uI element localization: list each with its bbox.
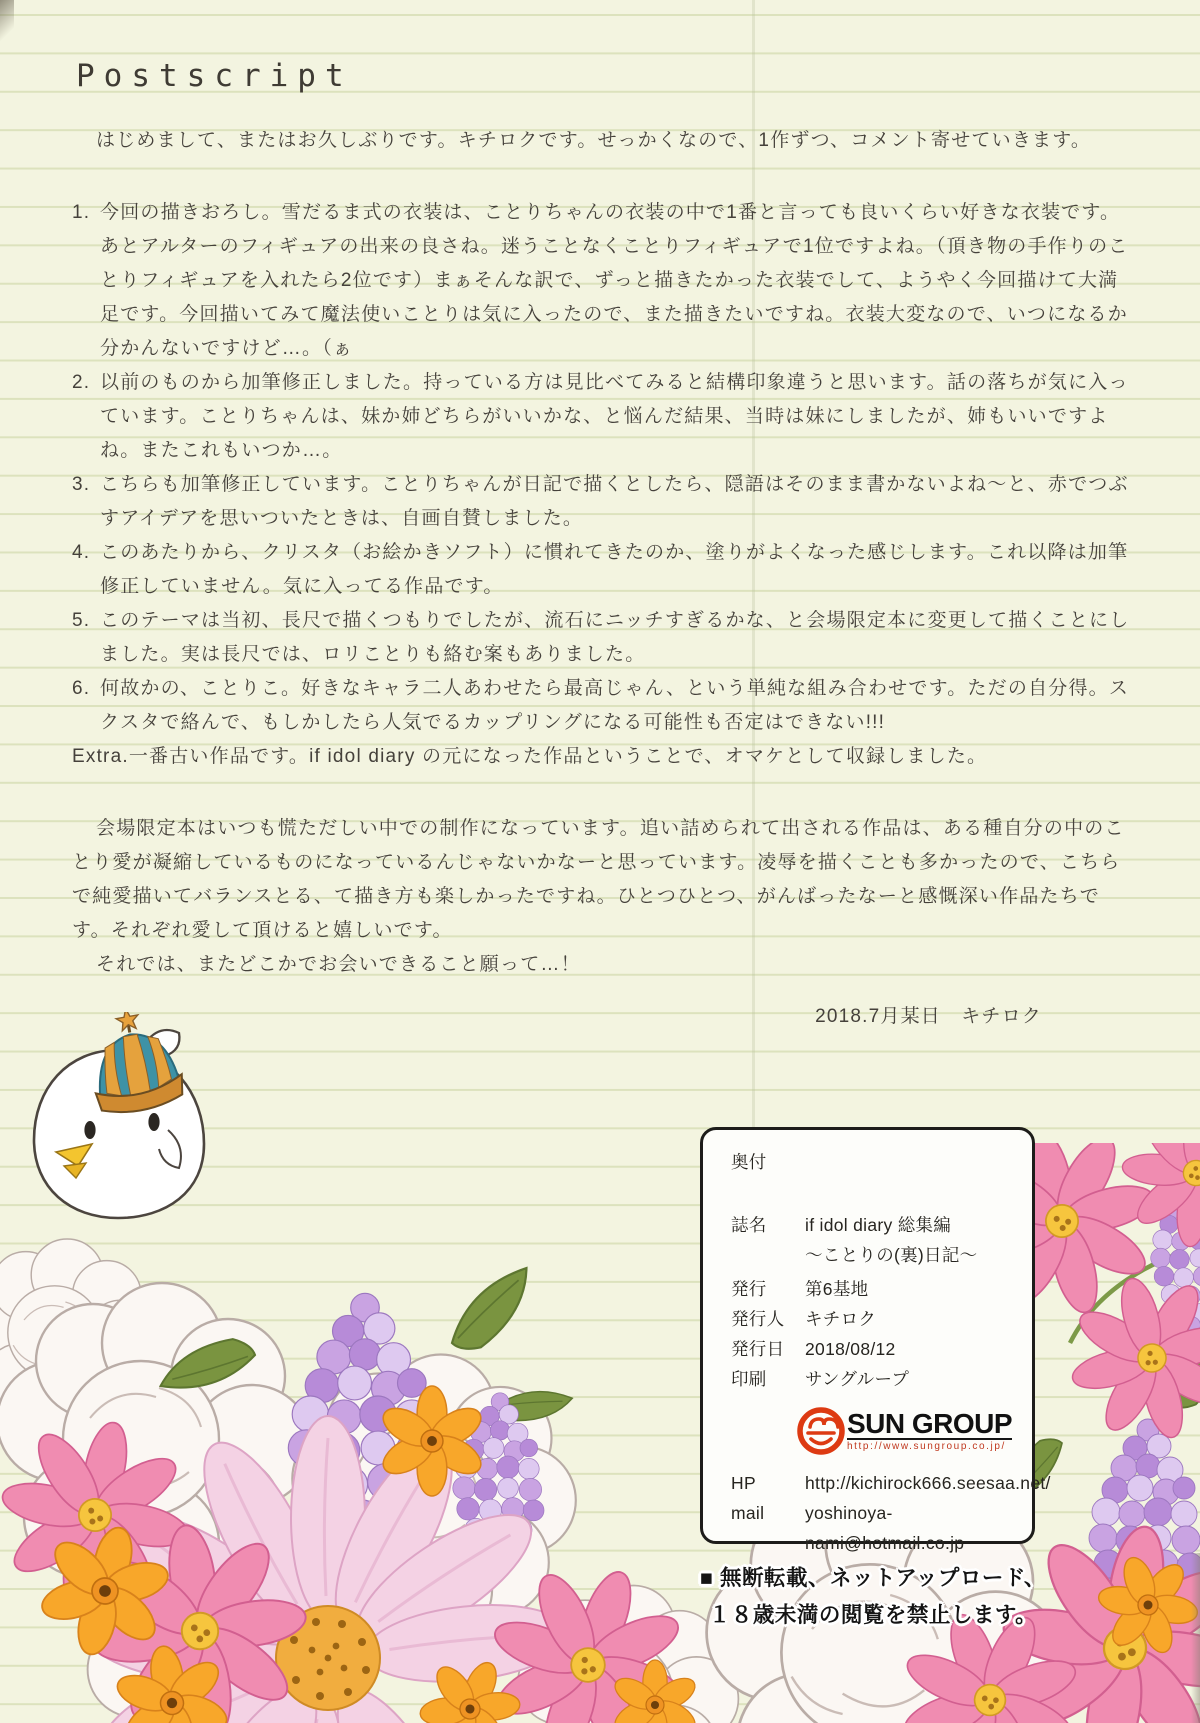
row-label: 発行日 — [731, 1339, 785, 1359]
item-text: このテーマは当初、長尺で描くつもりでしたが、流石にニッチすぎるかな、と会場限定本に変更して描くことにしました。実は長尺では、ロリことりも絡む案もありました。 — [100, 610, 1130, 665]
row-value: 2018/08/12 — [805, 1339, 896, 1359]
row-value: yoshinoya-nami@hotmail.co.jp — [805, 1503, 965, 1553]
row-value: キチロク — [805, 1309, 877, 1329]
warning-line-2: １８歳未満の閲覧を禁止します。 — [708, 1603, 1038, 1627]
row-label: 発行人 — [731, 1309, 785, 1329]
item-number: 5. — [72, 610, 91, 631]
item-text: このあたりから、クリスタ（お絵かきソフト）に慣れてきたのか、塗りがよくなった感じします。これ以降は加筆修正していません。気に入ってる作品です。 — [100, 542, 1129, 597]
comment-item-3 — [72, 468, 1138, 536]
row-label: 発行 — [731, 1279, 767, 1299]
item-number: 6. — [72, 678, 91, 699]
crown-star — [115, 1012, 140, 1032]
comment-item-1 — [72, 196, 1138, 366]
item-text: 何故かの、ことりこ。好きなキャラ二人あわせたら最高じゃん、という単純な組み合わせです。ただの自分得。スクスタで絡んで、もしかしたら人気でるカップリングになる可能性も否定はできない!!! — [100, 678, 1130, 733]
colophon-box — [700, 1127, 1051, 1553]
item-number: 3. — [72, 474, 91, 495]
item-number: 2. — [72, 372, 91, 393]
row-value: 第6基地 — [805, 1279, 869, 1299]
row-label: mail — [731, 1503, 765, 1523]
item-text: 一番古い作品です。if idol diary の元になった作品ということで、オマケとして収録しました。 — [128, 746, 988, 767]
row-value: http://kichirock666.seesaa.net/ — [805, 1473, 1051, 1493]
row-label: HP — [731, 1473, 756, 1493]
item-text: 以前のものから加筆修正しました。持っている方は見比べてみると結構印象違うと思います。話の落ちが気に入っています。ことりちゃんは、妹か姉どちらがいいかな、と悩んだ結果、当時は妹にしましたが、姉もいいですよね。またこれもいつか…。 — [100, 372, 1129, 461]
sun-group-name: SUN GROUP — [847, 1407, 1013, 1439]
row-label: 印刷 — [731, 1369, 767, 1389]
sun-group-url: http://www.sungroup.co.jp/ — [847, 1438, 1012, 1452]
scan-artifact-edge — [1191, 1553, 1200, 1723]
comment-item-2 — [72, 366, 1138, 468]
item-number: Extra. — [72, 746, 129, 767]
item-text: 今回の描きおろし。雪だるま式の衣装は、ことりちゃんの衣装の中で1番と言っても良いくらい好きな衣装です。あとアルターのフィギュアの出来の良さね。迷うことなくことりフィギュアで1位ですよね。（頂き物の手作りのことりフィギュアを入れたら2位です）まぁそんな訳で、ずっと描きたかった衣装でして、ようやく今回描けて大満足です。今回描いてみて魔法使いことりは気に入ったので、また描きたいですね。衣装大変なので、いつになるか分かんないですけど…。（ぁ — [100, 202, 1129, 359]
left-eye — [84, 1121, 95, 1139]
colophon-row-printer — [731, 1364, 1018, 1394]
comment-item-6 — [72, 672, 1138, 740]
row-value: サングループ — [805, 1369, 910, 1389]
intro-text: はじめまして、またはお久しぶりです。キチロクです。せっかくなので、1作ずつ、コメント寄せていきます。 — [96, 130, 1092, 151]
colophon-row-date — [731, 1334, 1018, 1364]
paragraph-gap — [72, 774, 1138, 812]
comment-item-5 — [72, 604, 1138, 672]
right-eye — [148, 1113, 159, 1131]
scan-artifact-corner — [0, 0, 14, 54]
date-signature: 2018.7月某日 キチロク — [815, 1006, 1042, 1027]
page-title: Postscript — [76, 58, 353, 94]
warning-note — [698, 1560, 1048, 1634]
colophon-row-hp — [731, 1468, 1051, 1498]
item-number: 4. — [72, 542, 91, 563]
colophon-heading: 奥付 — [731, 1152, 767, 1172]
row-value: if idol diary 総集編 — [805, 1215, 952, 1235]
closing-paragraph: 会場限定本はいつも慌ただしい中での制作になっています。追い詰められて出される作品は、ある種自分の中のことり愛が凝縮しているものになっているんじゃないかなーと思っています。凌辱を描くことも多かったので、こちらで純愛描いてバランスとる、て描き方も楽しかったですね。ひとつひとつ、がんばったなーと感慨深い作品たちです。それぞれ愛して頂けると嬉しいです。 — [72, 818, 1125, 941]
row-label: 誌名 — [731, 1215, 767, 1235]
warning-line-1: ■ 無断転載、ネットアップロード、 — [700, 1566, 1046, 1590]
row-value: ～ことりの(裏)日記～ — [805, 1245, 978, 1265]
item-number: 1. — [72, 202, 91, 223]
comment-item-4 — [72, 536, 1138, 604]
colophon-row-author — [731, 1304, 1018, 1334]
comment-item-extra — [72, 740, 1138, 774]
colophon-row-publisher — [731, 1274, 1018, 1304]
item-text: こちらも加筆修正しています。ことりちゃんが日記で描くとしたら、隠語はそのまま書かないよね～と、赤でつぶすアイデアを思いついたときは、自画自賛しました。 — [100, 474, 1129, 529]
sun-group-emblem — [795, 1403, 847, 1459]
colophon-row-mail — [731, 1498, 1018, 1558]
colophon-row-title — [731, 1210, 1018, 1240]
farewell-line: それでは、またどこかでお会いできること願って…！ — [96, 954, 581, 975]
row-label — [731, 1240, 805, 1270]
comment-list — [72, 196, 1138, 1034]
bird-mascot — [18, 1012, 223, 1227]
colophon-row-subtitle — [731, 1240, 1018, 1270]
sun-group-logo — [795, 1400, 1018, 1462]
